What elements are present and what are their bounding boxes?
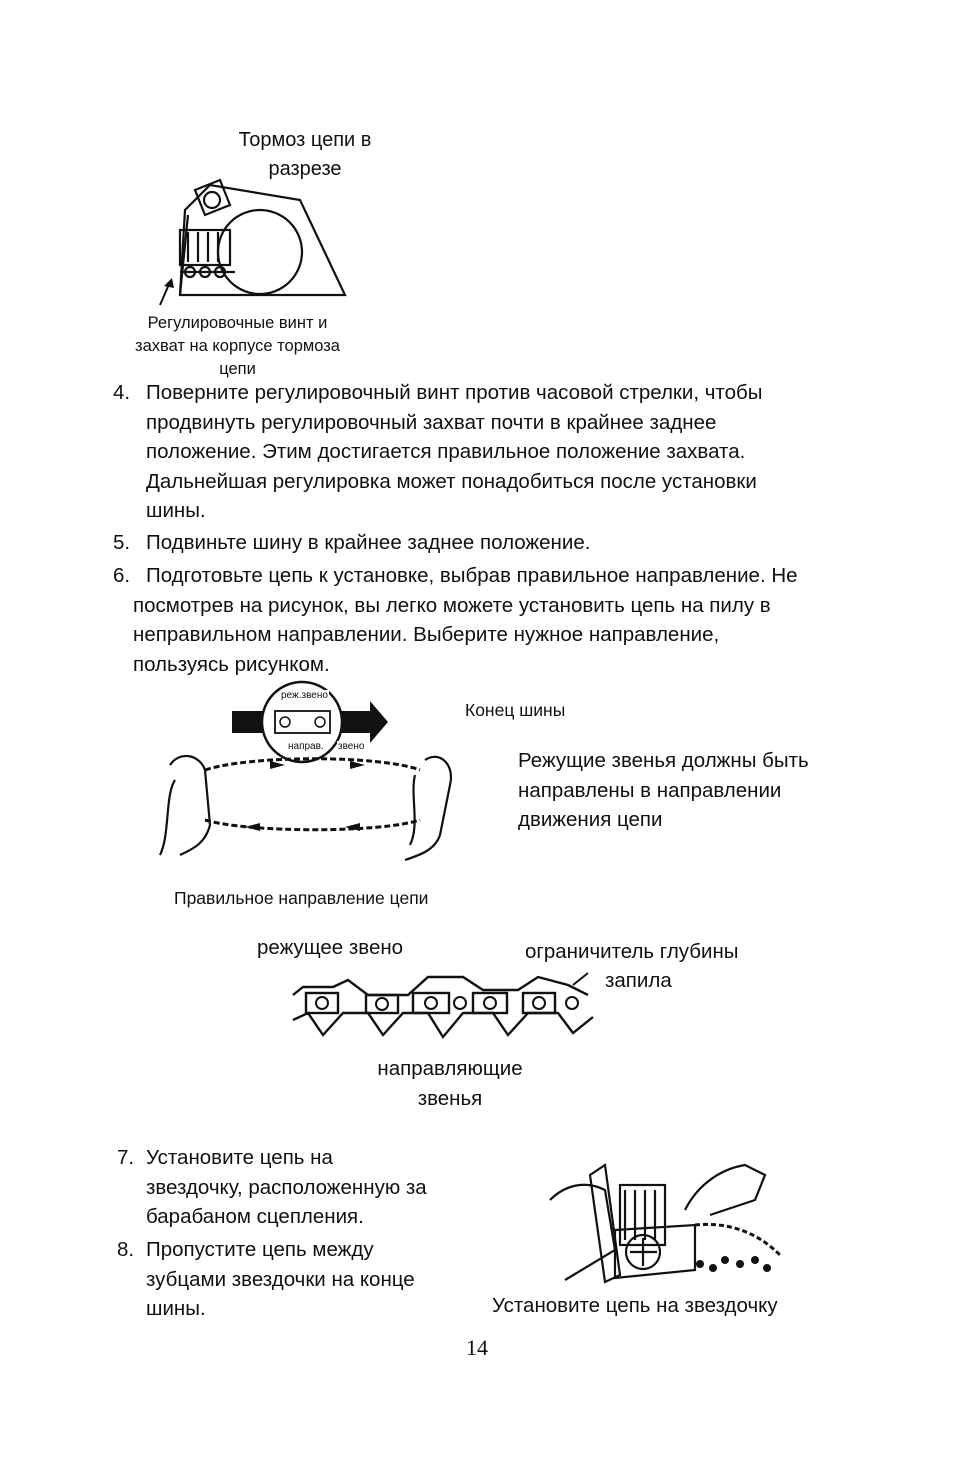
drive-links-line1: направляющие — [377, 1057, 523, 1080]
step-line: зубцами звездочки на конце — [146, 1267, 415, 1291]
chain-direction-illustration — [160, 675, 465, 865]
bar-end-label: Конец шины — [465, 700, 566, 720]
step-line: пользуясь рисунком. — [133, 652, 330, 676]
brake-title-line2: разрезе — [268, 158, 342, 180]
sprocket-figure-caption: Установите цепь на звездочку — [492, 1294, 778, 1317]
page-number: 14 — [466, 1335, 488, 1360]
depth-gauge-label-line2: запила — [605, 969, 672, 992]
drive-links-line2: звенья — [417, 1086, 483, 1110]
step-6 — [113, 561, 893, 679]
step-line: Подвиньте шину в крайнее заднее положение. — [146, 531, 591, 554]
inset-cutting-link-label: реж.звено — [281, 690, 328, 701]
chain-brake-illustration — [150, 180, 350, 300]
inset-link-label: звено — [338, 741, 365, 752]
step-line: Подготовьте цепь к установке, выбрав правильное направление. Не — [146, 564, 798, 587]
depth-gauge-label-line1: ограничитель глубины — [525, 940, 739, 963]
direction-note-line1: Режущие звенья должны быть — [518, 749, 809, 772]
brake-figure-caption — [110, 312, 365, 381]
step-line: положение. Этим достигается правильное положение захвата. — [146, 440, 746, 463]
direction-note-line2: направлены в направлении — [518, 778, 782, 802]
step-line: шины. — [146, 1297, 206, 1320]
cutting-link-label: режущее звено — [257, 936, 404, 959]
step-line: барабаном сцепления. — [146, 1205, 364, 1228]
step-7 — [117, 1143, 477, 1232]
step-line: шины. — [146, 499, 206, 522]
step-line: посмотрев на рисунок, вы легко можете установить цепь на пилу в — [133, 593, 771, 617]
step-line: Пропустите цепь между — [146, 1238, 374, 1261]
step-line: Установите цепь на — [146, 1146, 333, 1169]
chain-on-sprocket-illustration — [545, 1160, 785, 1285]
brake-title-line1: Тормоз цепи в — [238, 129, 372, 151]
brake-caption-line1: Регулировочные винт и — [147, 314, 328, 332]
step-4 — [113, 378, 873, 526]
direction-figure-caption: Правильное направление цепи — [174, 888, 429, 908]
brake-caption-line2: захват на корпусе тормоза — [135, 337, 340, 355]
step-number: 8. — [117, 1238, 135, 1261]
step-number: 6. — [113, 564, 131, 587]
saw-chain-illustration — [288, 965, 603, 1045]
step-number: 5. — [113, 531, 131, 554]
step-line: продвинуть регулировочный захват почти в крайнее заднее — [146, 410, 717, 434]
step-number: 7. — [117, 1146, 135, 1169]
step-5 — [113, 528, 873, 558]
step-8 — [117, 1235, 477, 1324]
step-line: Дальнейшая регулировка может понадобиться после установки — [146, 469, 757, 493]
step-line: звездочку, расположенную за — [146, 1175, 427, 1199]
brake-figure-title — [200, 126, 410, 184]
step-line: Поверните регулировочный винт против часовой стрелки, чтобы — [146, 381, 763, 404]
direction-note — [518, 746, 858, 835]
brake-caption-line3: цепи — [219, 360, 256, 378]
inset-drive-label: направ. — [288, 741, 324, 752]
step-number: 4. — [113, 381, 131, 404]
drive-links-label — [350, 1054, 550, 1113]
step-line: неправильном направлении. Выберите нужное направление, — [133, 623, 720, 646]
direction-note-line3: движения цепи — [518, 808, 663, 831]
